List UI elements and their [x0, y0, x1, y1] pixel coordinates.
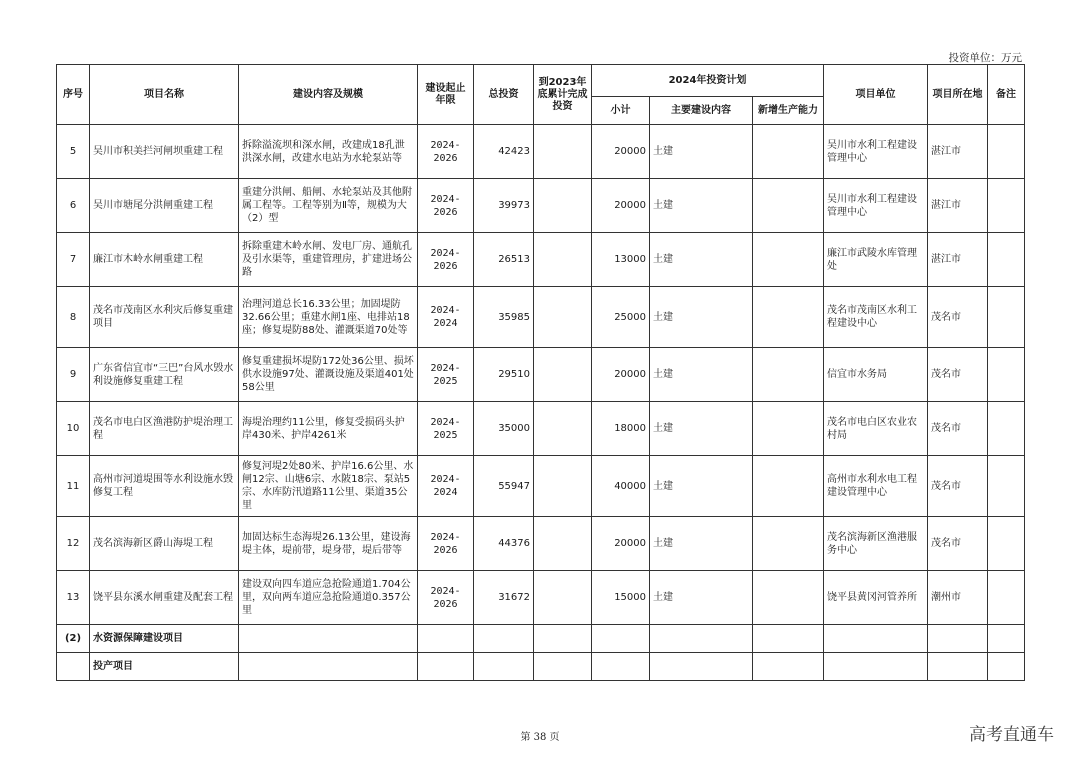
cell-subtotal: 40000: [592, 456, 650, 517]
cell-no: 6: [57, 179, 90, 233]
page-number: 第 38 页: [520, 732, 560, 743]
cell-subtotal: 20000: [592, 125, 650, 179]
header-scale: 建设内容及规模: [239, 65, 418, 125]
cell-project-name: 吴川市塘尾分洪闸重建工程: [90, 179, 239, 233]
cell-project-name: 高州市河道堤围等水利设施水毁修复工程: [90, 456, 239, 517]
cell-location: 湛江市: [928, 179, 988, 233]
header-completed-2023: 到2023年底累计完成投资: [534, 65, 592, 125]
cell-scale: 海堤治理约11公里，修复受损码头护岸430米、护岸4261米: [239, 402, 418, 456]
cell-completed: [534, 233, 592, 287]
cell-project-unit: 饶平县黄冈河管养所: [824, 571, 928, 625]
cell-project-unit: 茂名市茂南区水利工程建设中心: [824, 287, 928, 348]
cell-project-unit: 高州市水利水电工程建设管理中心: [824, 456, 928, 517]
header-row-1: [57, 65, 1025, 97]
cell-remark: [988, 348, 1025, 402]
cell-project-name: 茂名市电白区渔港防护堤治理工程: [90, 402, 239, 456]
cell-total-investment: 35985: [474, 287, 534, 348]
cell-location: 茂名市: [928, 456, 988, 517]
table-row: [57, 571, 1025, 625]
cell-location: 茂名市: [928, 287, 988, 348]
cell-new-capacity: [753, 287, 824, 348]
cell-location: 茂名市: [928, 402, 988, 456]
cell-project-unit: 吴川市水利工程建设管理中心: [824, 179, 928, 233]
cell-no: 13: [57, 571, 90, 625]
cell-period: 2024-2026: [418, 571, 474, 625]
header-no: 序号: [57, 65, 90, 125]
cell-new-capacity: [753, 456, 824, 517]
cell-remark: [988, 287, 1025, 348]
table-row: [57, 125, 1025, 179]
cell-total-investment: 35000: [474, 402, 534, 456]
cell-period: 2024-2024: [418, 456, 474, 517]
cell-completed: [534, 179, 592, 233]
cell-new-capacity: [753, 402, 824, 456]
cell-no: 9: [57, 348, 90, 402]
watermark: 高考直通车: [969, 725, 1054, 745]
cell-subtotal: 25000: [592, 287, 650, 348]
cell-subtotal: 20000: [592, 517, 650, 571]
cell-project-unit: 茂名滨海新区渔港服务中心: [824, 517, 928, 571]
header-plan-2024: 2024年投资计划: [592, 65, 824, 97]
cell-project-unit: 吴川市水利工程建设管理中心: [824, 125, 928, 179]
cell-scale: 修复河堤2处80米、护岸16.6公里、水闸12宗、山塘6宗、水陂18宗、泵站5宗、水库防汛道路11公里、渠道35公里: [239, 456, 418, 517]
header-new-capacity: 新增生产能力: [753, 97, 824, 125]
cell-location: 湛江市: [928, 125, 988, 179]
cell-remark: [988, 456, 1025, 517]
cell-project-unit: 信宜市水务局: [824, 348, 928, 402]
cell-period: 2024-2026: [418, 125, 474, 179]
cell-scale: 修复重建损坏堤防172处36公里、损坏供水设施97处、灌溉设施及渠道401处58公里: [239, 348, 418, 402]
cell-completed: [534, 125, 592, 179]
cell-project-name: 茂名市茂南区水利灾后修复重建项目: [90, 287, 239, 348]
cell-total-investment: 31672: [474, 571, 534, 625]
cell-location: 潮州市: [928, 571, 988, 625]
section-title: 水资源保障建设项目: [90, 625, 239, 653]
cell-total-investment: 26513: [474, 233, 534, 287]
cell-completed: [534, 348, 592, 402]
cell-no: 8: [57, 287, 90, 348]
cell-project-unit: 廉江市武陵水库管理处: [824, 233, 928, 287]
cell-remark: [988, 179, 1025, 233]
cell-new-capacity: [753, 348, 824, 402]
cell-main-content: 土建: [650, 517, 753, 571]
cell-project-name: 吴川市积美拦河闸坝重建工程: [90, 125, 239, 179]
header-total-investment: 总投资: [474, 65, 534, 125]
cell-no: 10: [57, 402, 90, 456]
header-location: 项目所在地: [928, 65, 988, 125]
cell-remark: [988, 233, 1025, 287]
cell-remark: [988, 517, 1025, 571]
cell-subtotal: 13000: [592, 233, 650, 287]
cell-completed: [534, 287, 592, 348]
table-row: [57, 402, 1025, 456]
cell-period: 2024-2026: [418, 233, 474, 287]
cell-period: 2024-2026: [418, 179, 474, 233]
header-project-unit: 项目单位: [824, 65, 928, 125]
cell-completed: [534, 517, 592, 571]
cell-no: 7: [57, 233, 90, 287]
cell-scale: 拆除溢流坝和深水闸，改建成18孔泄洪深水闸，改建水电站为水轮泵站等: [239, 125, 418, 179]
cell-subtotal: 15000: [592, 571, 650, 625]
section-row: [57, 625, 1025, 653]
cell-scale: 拆除重建木岭水闸、发电厂房、通航孔及引水渠等，重建管理房，扩建进场公路: [239, 233, 418, 287]
cell-project-unit: 茂名市电白区农业农村局: [824, 402, 928, 456]
header-project-name: 项目名称: [90, 65, 239, 125]
cell-total-investment: 39973: [474, 179, 534, 233]
header-remark: 备注: [988, 65, 1025, 125]
cell-main-content: 土建: [650, 571, 753, 625]
cell-project-name: 饶平县东溪水闸重建及配套工程: [90, 571, 239, 625]
cell-completed: [534, 402, 592, 456]
cell-period: 2024-2025: [418, 402, 474, 456]
cell-new-capacity: [753, 125, 824, 179]
cell-new-capacity: [753, 233, 824, 287]
cell-main-content: 土建: [650, 233, 753, 287]
project-investment-table: [56, 64, 1025, 681]
subsection-row: [57, 653, 1025, 681]
cell-scale: 治理河道总长16.33公里；加固堤防32.66公里；重建水闸1座、电排站18座；修复堤防88处、灌溉渠道70处等: [239, 287, 418, 348]
cell-period: 2024-2026: [418, 517, 474, 571]
cell-total-investment: 55947: [474, 456, 534, 517]
table-row: [57, 179, 1025, 233]
table-row: [57, 233, 1025, 287]
cell-main-content: 土建: [650, 125, 753, 179]
cell-main-content: 土建: [650, 456, 753, 517]
cell-main-content: 土建: [650, 287, 753, 348]
cell-subtotal: 18000: [592, 402, 650, 456]
cell-location: 湛江市: [928, 233, 988, 287]
cell-new-capacity: [753, 571, 824, 625]
cell-no: 11: [57, 456, 90, 517]
cell-project-name: 廉江市木岭水闸重建工程: [90, 233, 239, 287]
header-subtotal: 小计: [592, 97, 650, 125]
cell-new-capacity: [753, 517, 824, 571]
investment-unit-label: 投资单位：万元: [948, 52, 1022, 64]
cell-total-investment: 29510: [474, 348, 534, 402]
cell-total-investment: 42423: [474, 125, 534, 179]
cell-completed: [534, 456, 592, 517]
cell-subtotal: 20000: [592, 348, 650, 402]
cell-scale: 重建分洪闸、船闸、水轮泵站及其他附属工程等。工程等别为Ⅱ等，规模为大（2）型: [239, 179, 418, 233]
cell-no: 5: [57, 125, 90, 179]
table-row: [57, 456, 1025, 517]
cell-remark: [988, 571, 1025, 625]
table-row: [57, 517, 1025, 571]
cell-main-content: 土建: [650, 402, 753, 456]
cell-main-content: 土建: [650, 348, 753, 402]
table-row: [57, 287, 1025, 348]
cell-location: 茂名市: [928, 517, 988, 571]
cell-remark: [988, 125, 1025, 179]
cell-period: 2024-2025: [418, 348, 474, 402]
cell-total-investment: 44376: [474, 517, 534, 571]
header-period: 建设起止年限: [418, 65, 474, 125]
section-no: (2): [57, 625, 90, 653]
subsection-title: 投产项目: [90, 653, 239, 681]
cell-subtotal: 20000: [592, 179, 650, 233]
table-row: [57, 348, 1025, 402]
cell-main-content: 土建: [650, 179, 753, 233]
cell-project-name: 茂名滨海新区爵山海堤工程: [90, 517, 239, 571]
cell-new-capacity: [753, 179, 824, 233]
cell-completed: [534, 571, 592, 625]
cell-remark: [988, 402, 1025, 456]
cell-project-name: 广东省信宜市“三巴”台风水毁水利设施修复重建工程: [90, 348, 239, 402]
cell-no: 12: [57, 517, 90, 571]
header-main-content: 主要建设内容: [650, 97, 753, 125]
cell-scale: 加固达标生态海堤26.13公里，建设海堤主体，堤前带，堤身带，堤后带等: [239, 517, 418, 571]
cell-scale: 建设双向四车道应急抢险通道1.704公里，双向两车道应急抢险通道0.357公里: [239, 571, 418, 625]
cell-period: 2024-2024: [418, 287, 474, 348]
cell-location: 茂名市: [928, 348, 988, 402]
